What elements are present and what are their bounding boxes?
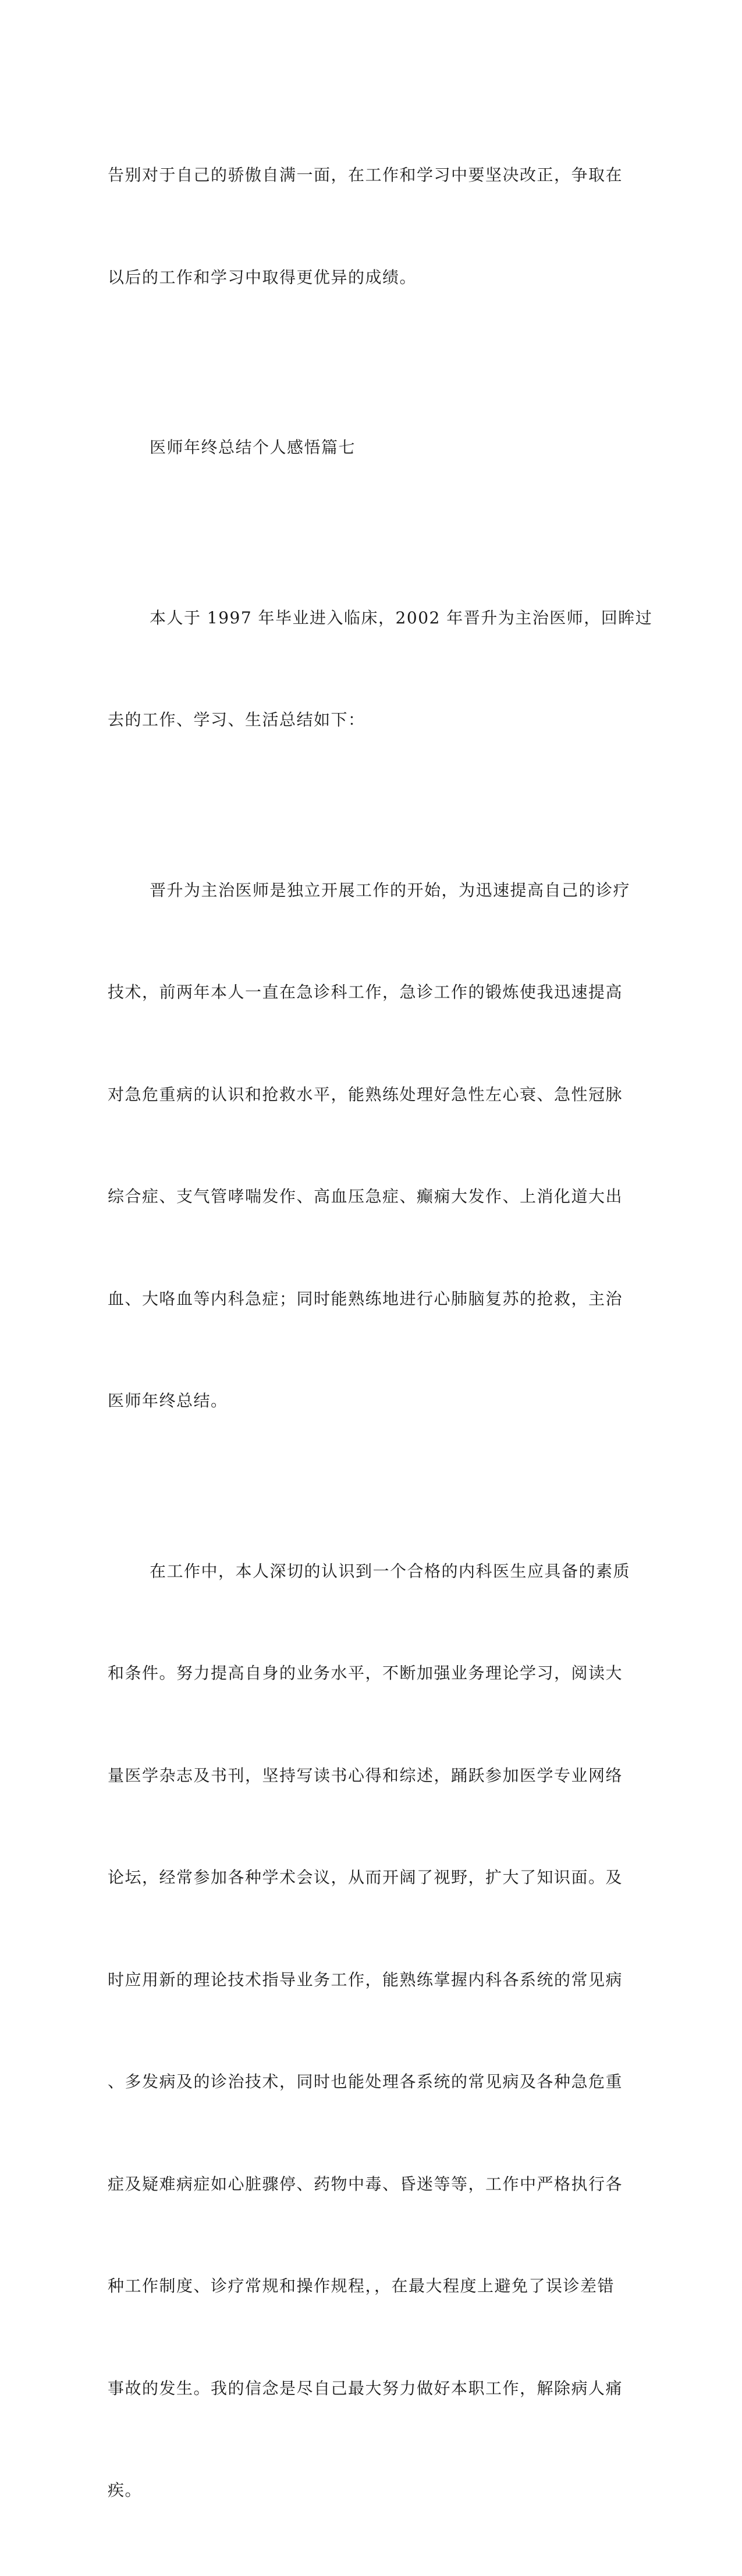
text-line: 时应用新的理论技术指导业务工作，能熟练掌握内科各系统的常见病 xyxy=(108,1970,623,1989)
document-body xyxy=(108,90,653,2576)
text-line: 和条件。努力提高自身的业务水平，不断加强业务理论学习，阅读大 xyxy=(108,1663,623,1683)
paragraph-intro xyxy=(108,533,653,806)
paragraph-work xyxy=(108,1486,631,2576)
text-line: 种工作制度、诊疗常规和操作规程，，在最大程度上避免了误诊差错 xyxy=(108,2276,615,2295)
text-line: 在工作中，本人深切的认识到一个合格的内科医生应具备的素质 xyxy=(150,1561,631,1581)
paragraph-continuation xyxy=(108,90,623,363)
text-line: 事故的发生。我的信念是尽自己最大努力做好本职工作，解除病人痛 xyxy=(108,2378,623,2398)
text-line: 去的工作、学习、生活总结如下： xyxy=(108,710,365,729)
text-line: 综合症、支气管哮喘发作、高血压急症、癫痫大发作、上消化道大出 xyxy=(108,1187,623,1206)
text-line: 以后的工作和学习中取得更优异的成绩。 xyxy=(108,267,417,287)
section-title-text: 医师年终总结个人感悟篇七 xyxy=(150,438,356,457)
paragraph-promotion xyxy=(108,806,631,1486)
text-line: 、多发病及的诊治技术，同时也能处理各系统的常见病及各种急危重 xyxy=(108,2072,623,2091)
section-title xyxy=(108,363,607,533)
text-line: 技术，前两年本人一直在急诊科工作，急诊工作的锻炼使我迅速提高 xyxy=(108,982,623,1002)
text-line: 血、大咯血等内科急症；同时能熟练地进行心肺脑复苏的抢救，主治 xyxy=(108,1289,623,1308)
text-line: 症及疑难病症如心脏骤停、药物中毒、昏迷等等，工作中严格执行各 xyxy=(108,2174,623,2194)
text-line: 晋升为主治医师是独立开展工作的开始，为迅速提高自己的诊疗 xyxy=(150,880,631,900)
text-line: 量医学杂志及书刊，坚持写读书心得和综述，踊跃参加医学专业网络 xyxy=(108,1765,623,1785)
text-line: 疾。 xyxy=(108,2481,143,2500)
text-line: 本人于 1997 年毕业进入临床，2002 年晋升为主治医师，回眸过 xyxy=(150,608,653,627)
text-line: 告别对于自己的骄傲自满一面，在工作和学习中要坚决改正，争取在 xyxy=(108,165,623,184)
text-line: 医师年终总结。 xyxy=(108,1391,228,1410)
text-line: 对急危重病的认识和抢救水平，能熟练处理好急性左心衰、急性冠脉 xyxy=(108,1084,623,1104)
text-line: 论坛，经常参加各种学术会议，从而开阔了视野，扩大了知识面。及 xyxy=(108,1868,623,1887)
